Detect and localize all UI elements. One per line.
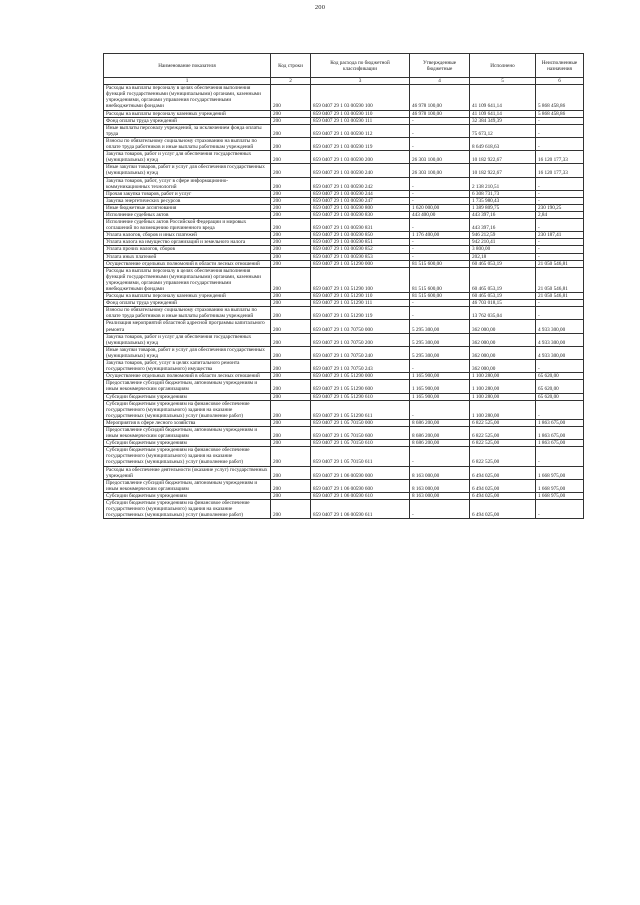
row-line-code: 200 [271,419,311,426]
row-executed-value: 60 465 053,19 [470,267,536,292]
table-row [104,267,584,292]
row-line-code: 200 [271,117,311,124]
row-approved-value: 81 515 600,00 [410,267,470,292]
row-unexecuted-value: - [536,117,584,124]
row-approved-value: - [410,117,470,124]
row-expense-code: 859 0407 29 1 03 00590 112 [311,124,410,137]
row-executed-value: 41 109 641,14 [470,110,536,117]
row-unexecuted-value: 5 868 458,86 [536,110,584,117]
row-unexecuted-value: - [536,137,584,150]
row-line-code: 200 [271,211,311,218]
row-expense-code: 859 0407 29 1 05 51290 611 [311,400,410,419]
row-unexecuted-value: 5 868 458,86 [536,85,584,110]
row-line-code: 200 [271,333,311,346]
row-executed-value: 942 210,41 [470,239,536,246]
row-executed-value: 10 182 922,67 [470,151,536,164]
table-row [104,307,584,320]
row-unexecuted-value: 21 050 546,81 [536,260,584,267]
row-indicator-name: Иные бюджетные ассигнования [104,204,271,211]
row-executed-value: 60 465 053,19 [470,293,536,300]
row-line-code: 200 [271,151,311,164]
table-row [104,373,584,380]
row-executed-value: 2 138 210,51 [470,177,536,190]
row-unexecuted-value: - [536,246,584,253]
row-approved-value: - [410,177,470,190]
row-line-code: 200 [271,204,311,211]
row-approved-value: 26 303 100,00 [410,151,470,164]
row-unexecuted-value: 230 187,41 [536,232,584,239]
header-expense-code: Код расхода по бюджетной классификации [311,54,410,78]
row-unexecuted-value: 65 620,00 [536,373,584,380]
row-unexecuted-value: - [536,300,584,307]
row-line-code: 200 [271,492,311,499]
table-row [104,380,584,393]
row-expense-code: 859 0407 29 1 03 00590 853 [311,253,410,260]
row-expense-code: 859 0407 29 1 05 70150 600 [311,426,410,439]
row-expense-code: 859 0407 29 1 03 00590 830 [311,211,410,218]
column-number-row [104,78,584,85]
row-approved-value: - [410,500,470,519]
row-indicator-name: Мероприятия в сфере лесного хозяйства [104,419,271,426]
row-indicator-name: Уплата налогов, сборов и иных платежей [104,232,271,239]
table-row [104,466,584,479]
row-approved-value: - [410,124,470,137]
row-approved-value: - [410,300,470,307]
row-line-code: 200 [271,380,311,393]
row-unexecuted-value: 230 190,25 [536,204,584,211]
row-indicator-name: Фонд оплаты труда учреждений [104,117,271,124]
row-unexecuted-value: - [536,124,584,137]
row-approved-value: 1 165 900,00 [410,393,470,400]
table-row [104,177,584,190]
row-indicator-name: Взносы по обязательному социальному страхованию на выплаты по оплате труда работников и иные выплаты работникам учреждений [104,307,271,320]
row-expense-code: 859 0407 29 1 03 70750 240 [311,346,410,359]
row-approved-value: 5 295 300,00 [410,333,470,346]
header-unexecuted: Неисполненные назначения [536,54,584,78]
row-expense-code: 859 0407 29 1 03 00590 800 [311,204,410,211]
row-expense-code: 859 0407 29 1 05 51290 600 [311,380,410,393]
row-unexecuted-value: - [536,253,584,260]
row-indicator-name: Иные выплаты персоналу учреждений, за исключением фонда оплаты труда [104,124,271,137]
row-unexecuted-value: 1 668 975,00 [536,492,584,499]
row-unexecuted-value: 1 668 975,00 [536,479,584,492]
row-indicator-name: Прочая закупка товаров, работ и услуг [104,190,271,197]
table-row [104,117,584,124]
row-expense-code: 859 0407 29 1 03 00590 242 [311,177,410,190]
row-approved-value: 8 163 000,00 [410,466,470,479]
row-executed-value: 1 389 809,75 [470,204,536,211]
row-expense-code: 859 0407 29 1 06 00590 611 [311,500,410,519]
row-indicator-name: Субсидии бюджетным учреждениям [104,440,271,447]
table-row [104,260,584,267]
page-number: 200 [314,4,326,11]
row-expense-code: 859 0407 29 1 06 00590 610 [311,492,410,499]
table-header-row [104,54,584,78]
row-executed-value: 202,18 [470,253,536,260]
row-unexecuted-value: 1 668 975,00 [536,466,584,479]
table-row [104,293,584,300]
column-number: 2 [271,78,311,85]
table-row [104,440,584,447]
row-unexecuted-value: 1 863 675,00 [536,419,584,426]
row-unexecuted-value: - [536,197,584,204]
row-expense-code: 859 0407 29 1 03 00590 119 [311,137,410,150]
table-row [104,320,584,333]
row-approved-value: - [410,239,470,246]
row-executed-value: 1 100 280,00 [470,400,536,419]
column-number: 4 [410,78,470,85]
row-executed-value: 1 735 980,43 [470,197,536,204]
table-row [104,300,584,307]
row-executed-value: 6 822 525,00 [470,419,536,426]
row-executed-value: 6 822 525,00 [470,426,536,439]
row-unexecuted-value: 16 120 177,33 [536,151,584,164]
row-expense-code: 859 0407 29 1 03 51290 111 [311,300,410,307]
row-line-code: 200 [271,293,311,300]
row-executed-value: 6 494 025,00 [470,466,536,479]
table-row [104,333,584,346]
table-body [104,85,584,519]
table-row [104,246,584,253]
table-row [104,419,584,426]
row-expense-code: 859 0407 29 1 06 00590 600 [311,479,410,492]
row-indicator-name: Субсидии бюджетным учреждениям на финансовое обеспечение государственного (муниципального) задания на оказание государственных (муниципальных) услуг (выполнение работ) [104,400,271,419]
header-executed: Исполнено [470,54,536,78]
row-executed-value: 8 649 618,63 [470,137,536,150]
row-executed-value: 6 494 025,00 [470,479,536,492]
row-indicator-name: Уплата прочих налогов, сборов [104,246,271,253]
row-line-code: 200 [271,253,311,260]
table-row [104,85,584,110]
row-line-code: 200 [271,320,311,333]
row-approved-value: 1 620 000,00 [410,204,470,211]
row-indicator-name: Закупка товаров, работ, услуг в целях капитального ремонта государственного (муниципального) имущества [104,360,271,373]
row-unexecuted-value: - [536,219,584,232]
row-line-code: 200 [271,307,311,320]
row-indicator-name: Субсидии бюджетным учреждениям на финансовое обеспечение государственного (муниципального) задания на оказание государственных (муниципальных) услуг (выполнение работ) [104,500,271,519]
row-executed-value: 60 465 053,19 [470,260,536,267]
row-line-code: 200 [271,197,311,204]
row-indicator-name: Иные закупки товаров, работ и услуг для обеспечения государственных (муниципальных) нужд [104,164,271,177]
row-expense-code: 859 0407 29 1 03 00590 111 [311,117,410,124]
row-executed-value: 10 182 922,67 [470,164,536,177]
row-expense-code: 859 0407 29 1 03 00590 850 [311,232,410,239]
table-row [104,500,584,519]
header-approved: Утвержденные бюджетные [410,54,470,78]
row-approved-value: 8 686 200,00 [410,440,470,447]
table-row [104,479,584,492]
row-line-code: 200 [271,360,311,373]
row-indicator-name: Предоставление субсидий бюджетным, автономным учреждениям и иным некоммерческим организациям [104,426,271,439]
row-executed-value: 1 100 280,00 [470,373,536,380]
row-expense-code: 859 0407 29 1 05 70150 611 [311,447,410,466]
row-expense-code: 859 0407 29 1 03 00590 244 [311,190,410,197]
table-row [104,164,584,177]
row-indicator-name: Расходы на выплаты персоналу казенных учреждений [104,110,271,117]
row-indicator-name: Фонд оплаты труда учреждений [104,300,271,307]
row-executed-value: 443 397,16 [470,211,536,218]
row-approved-value: 1 165 900,00 [410,373,470,380]
row-indicator-name: Расходы на выплаты персоналу казенных учреждений [104,293,271,300]
row-line-code: 200 [271,110,311,117]
row-unexecuted-value: 21 050 546,81 [536,293,584,300]
row-expense-code: 859 0407 29 1 06 00590 000 [311,466,410,479]
row-executed-value: 3 800,00 [470,246,536,253]
row-approved-value: 81 515 600,00 [410,293,470,300]
row-line-code: 200 [271,260,311,267]
row-line-code: 200 [271,246,311,253]
row-unexecuted-value: - [536,177,584,190]
row-line-code: 200 [271,137,311,150]
table-row [104,239,584,246]
row-approved-value: 8 686 200,00 [410,426,470,439]
row-unexecuted-value: 65 620,00 [536,380,584,393]
row-indicator-name: Осуществление отдельных полномочий в области лесных отношений [104,260,271,267]
row-executed-value: 6 494 025,00 [470,500,536,519]
row-unexecuted-value: 4 933 300,00 [536,346,584,359]
row-indicator-name: Предоставление субсидий бюджетным, автономным учреждениям и иным некоммерческим организациям [104,380,271,393]
table-row [104,110,584,117]
row-unexecuted-value: 4 933 300,00 [536,320,584,333]
row-line-code: 200 [271,346,311,359]
row-expense-code: 859 0407 29 1 03 51290 100 [311,267,410,292]
row-line-code: 200 [271,190,311,197]
row-executed-value: 362 000,00 [470,346,536,359]
row-approved-value: - [410,246,470,253]
row-indicator-name: Исполнение судебных актов Российской Федерации и мировых соглашений по возмещению причиненного вреда [104,219,271,232]
row-line-code: 200 [271,164,311,177]
row-unexecuted-value: 1 863 675,00 [536,440,584,447]
row-indicator-name: Субсидии бюджетным учреждениям на финансовое обеспечение государственного (муниципального) задания на оказание государственных (муниципальных) услуг (выполнение работ) [104,447,271,466]
table-row [104,197,584,204]
row-line-code: 200 [271,466,311,479]
row-approved-value: - [410,253,470,260]
table-row [104,360,584,373]
row-unexecuted-value: - [536,447,584,466]
row-line-code: 200 [271,85,311,110]
row-indicator-name: Взносы по обязательному социальному страхованию на выплаты по оплате труда работников и иные выплаты работникам учреждений [104,137,271,150]
row-unexecuted-value: 21 050 546,81 [536,267,584,292]
row-expense-code: 859 0407 29 1 05 51290 610 [311,393,410,400]
row-indicator-name: Осуществление отдельных полномочий в области лесных отношений [104,373,271,380]
row-expense-code: 859 0407 29 1 03 00590 247 [311,197,410,204]
row-expense-code: 859 0407 29 1 03 00590 110 [311,110,410,117]
row-approved-value: 26 303 100,00 [410,164,470,177]
row-line-code: 200 [271,426,311,439]
row-unexecuted-value: 2,84 [536,211,584,218]
row-approved-value: 46 978 100,00 [410,110,470,117]
table-row [104,400,584,419]
row-line-code: 200 [271,440,311,447]
row-indicator-name: Исполнение судебных актов [104,211,271,218]
row-executed-value: 75 673,12 [470,124,536,137]
row-indicator-name: Уплата налога на имущество организаций и земельного налога [104,239,271,246]
table-row [104,426,584,439]
row-executed-value: 13 762 035,04 [470,307,536,320]
row-line-code: 200 [271,232,311,239]
column-number: 3 [311,78,410,85]
row-executed-value: 362 000,00 [470,360,536,373]
table-row [104,124,584,137]
row-executed-value: 6 308 731,73 [470,190,536,197]
row-approved-value: 46 978 100,00 [410,85,470,110]
row-expense-code: 859 0407 29 1 03 70750 243 [311,360,410,373]
row-line-code: 200 [271,447,311,466]
row-executed-value: 46 703 018,15 [470,300,536,307]
row-unexecuted-value: - [536,500,584,519]
row-indicator-name: Реализация мероприятий областной адресной программы капитального ремонта [104,320,271,333]
row-executed-value: 32 384 349,39 [470,117,536,124]
row-expense-code: 859 0407 29 1 05 70150 000 [311,419,410,426]
row-expense-code: 859 0407 29 1 03 00590 200 [311,151,410,164]
row-unexecuted-value: 4 933 300,00 [536,333,584,346]
row-expense-code: 859 0407 29 1 03 00590 851 [311,239,410,246]
table-row [104,232,584,239]
table-row [104,219,584,232]
row-approved-value: - [410,360,470,373]
table-row [104,137,584,150]
row-executed-value: 6 822 525,00 [470,447,536,466]
budget-execution-table [103,53,584,519]
row-line-code: 200 [271,373,311,380]
row-indicator-name: Уплата иных платежей [104,253,271,260]
row-line-code: 200 [271,239,311,246]
row-unexecuted-value: 1 863 675,00 [536,426,584,439]
row-expense-code: 859 0407 29 1 03 51290 000 [311,260,410,267]
row-executed-value: 1 100 280,00 [470,380,536,393]
row-indicator-name: Закупка товаров, работ и услуг для обеспечения государственных (муниципальных) нужд [104,333,271,346]
column-number: 1 [104,78,271,85]
row-line-code: 200 [271,393,311,400]
row-line-code: 200 [271,400,311,419]
row-indicator-name: Закупка товаров, работ, услуг в сфере информационно-коммуникационных технологий [104,177,271,190]
row-expense-code: 859 0407 29 1 05 70150 610 [311,440,410,447]
row-line-code: 200 [271,479,311,492]
row-approved-value: - [410,219,470,232]
header-indicator-name: Наименование показателя [104,54,271,78]
row-executed-value: 946 212,59 [470,232,536,239]
row-approved-value: - [410,447,470,466]
row-executed-value: 6 494 025,00 [470,492,536,499]
row-indicator-name: Субсидии бюджетным учреждениям [104,393,271,400]
row-executed-value: 1 100 280,00 [470,393,536,400]
row-line-code: 200 [271,300,311,307]
table-row [104,151,584,164]
row-approved-value: 1 165 900,00 [410,380,470,393]
row-approved-value: - [410,307,470,320]
row-approved-value: 8 163 000,00 [410,492,470,499]
table-row [104,204,584,211]
row-line-code: 200 [271,267,311,292]
row-executed-value: 6 822 525,00 [470,440,536,447]
row-unexecuted-value: - [536,190,584,197]
row-expense-code: 859 0407 29 1 03 70750 000 [311,320,410,333]
table-row [104,492,584,499]
row-executed-value: 362 000,00 [470,333,536,346]
row-line-code: 200 [271,219,311,232]
table-row [104,211,584,218]
row-expense-code: 859 0407 29 1 03 51290 119 [311,307,410,320]
row-expense-code: 859 0407 29 1 05 51290 000 [311,373,410,380]
row-approved-value: 8 686 200,00 [410,419,470,426]
row-approved-value: - [410,400,470,419]
row-approved-value: - [410,137,470,150]
row-executed-value: 443 397,16 [470,219,536,232]
row-unexecuted-value: - [536,307,584,320]
row-expense-code: 859 0407 29 1 03 00590 100 [311,85,410,110]
row-line-code: 200 [271,500,311,519]
row-line-code: 200 [271,124,311,137]
row-unexecuted-value: 16 120 177,33 [536,164,584,177]
row-approved-value: 8 163 000,00 [410,479,470,492]
table-row [104,346,584,359]
table-row [104,253,584,260]
row-expense-code: 859 0407 29 1 03 00590 240 [311,164,410,177]
row-approved-value: 1 176 400,00 [410,232,470,239]
header-line-code: Код строки [271,54,311,78]
row-approved-value: 81 515 600,00 [410,260,470,267]
row-indicator-name: Расходы на выплаты персоналу в целях обеспечения выполнения функций государственными (муниципальными) органами, казенными учреждениями, органами управления государственными внебюджетными фондами [104,85,271,110]
row-approved-value: 5 295 300,00 [410,320,470,333]
row-executed-value: 362 000,00 [470,320,536,333]
row-approved-value: - [410,197,470,204]
row-unexecuted-value: - [536,400,584,419]
column-number: 5 [470,78,536,85]
row-unexecuted-value: - [536,360,584,373]
row-expense-code: 859 0407 29 1 03 51290 110 [311,293,410,300]
row-executed-value: 41 109 641,14 [470,85,536,110]
row-indicator-name: Закупка товаров, работ и услуг для обеспечения государственных (муниципальных) нужд [104,151,271,164]
row-unexecuted-value: 65 620,00 [536,393,584,400]
row-expense-code: 859 0407 29 1 03 00590 831 [311,219,410,232]
row-expense-code: 859 0407 29 1 03 70750 200 [311,333,410,346]
row-approved-value: 443 400,00 [410,211,470,218]
row-approved-value: - [410,190,470,197]
row-expense-code: 859 0407 29 1 03 00590 852 [311,246,410,253]
row-indicator-name: Предоставление субсидий бюджетным, автономным учреждениям и иным некоммерческим организациям [104,479,271,492]
row-unexecuted-value: - [536,239,584,246]
column-number: 6 [536,78,584,85]
table-row [104,393,584,400]
row-indicator-name: Субсидии бюджетным учреждениям [104,492,271,499]
row-indicator-name: Расходы на выплаты персоналу в целях обеспечения выполнения функций государственными (муниципальными) органами, казенными учреждениями, органами управления государственными внебюджетными фондами [104,267,271,292]
row-approved-value: 5 295 300,00 [410,346,470,359]
row-indicator-name: Расходы на обеспечение деятельности (оказание услуг) государственных учреждений [104,466,271,479]
row-line-code: 200 [271,177,311,190]
row-indicator-name: Иные закупки товаров, работ и услуг для обеспечения государственных (муниципальных) нужд [104,346,271,359]
row-indicator-name: Закупка энергетических ресурсов [104,197,271,204]
table-row [104,447,584,466]
table-row [104,190,584,197]
